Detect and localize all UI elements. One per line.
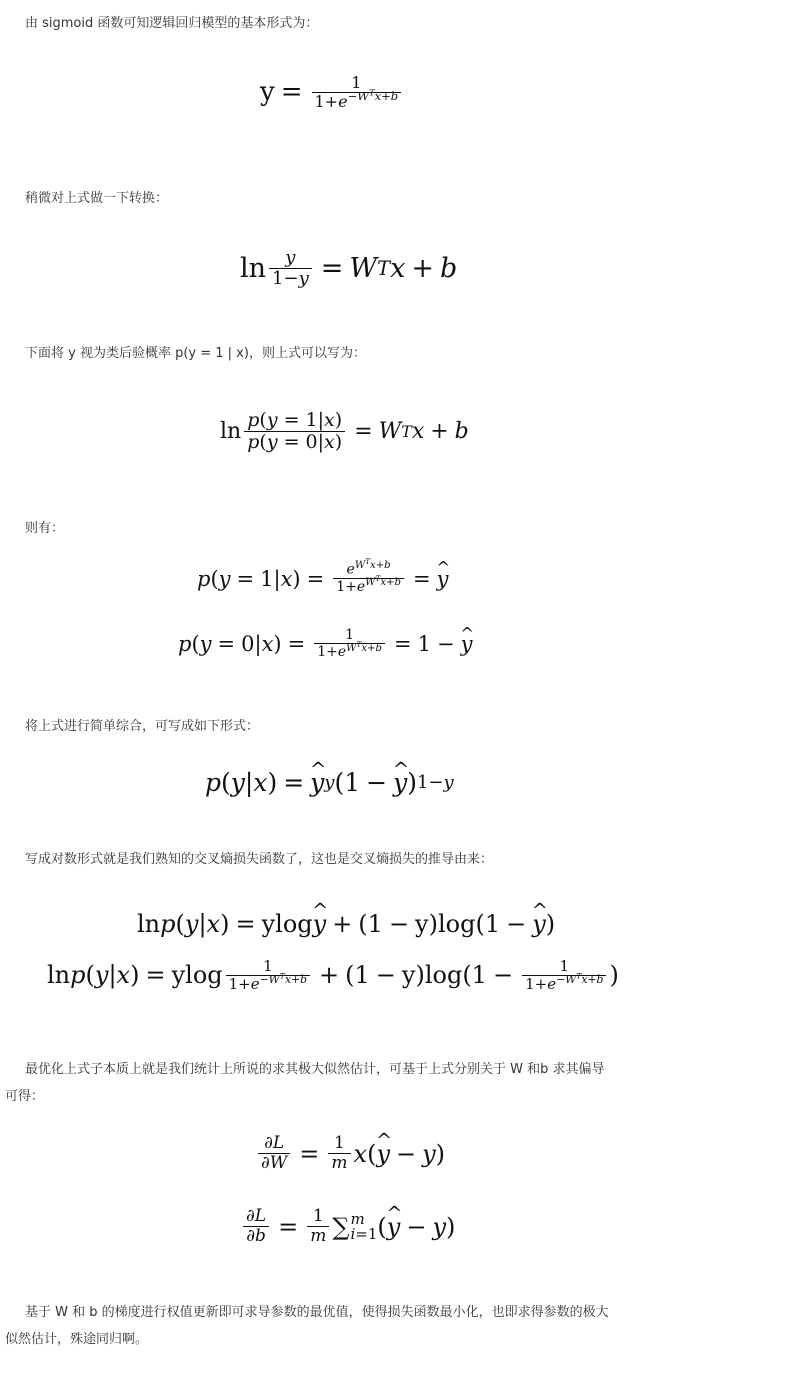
equation-combined: p ( y | x ) = y ^ y (1 − y ^ ) 1−y — [205, 768, 454, 797]
conclusion-text-line2: 似然估计，殊途同归啊。 — [5, 1332, 149, 1347]
log-form-text: 写成对数形式就是我们熟知的交叉熵损失函数了，这也是交叉熵损失的推导由来： — [25, 852, 494, 867]
equation-gradient-w: $\frac{\partial L}{\partial W}$ = $\frac{1}{m}$ x ( y ^ − y ) — [255, 1134, 445, 1173]
equation-p0: p ( y = 0| x ) = $\frac{1}{1+e^{W^Tx+b}}$ = 1 − y ^ — [178, 628, 472, 660]
equation-sigmoid: y = $\frac{1}{1+e^{-W^Tx+b}}$ — [260, 74, 404, 111]
mle-text-line1: 最优化上式子本质上就是我们统计上所说的求其极大似然估计，可基于上式分别关于 W 和b 求其偏导 — [25, 1062, 605, 1077]
equation-log-likelihood: ln p ( y | x ) = ylog y ^ + (1 − y)log(1 − y ^ ) — [137, 910, 555, 938]
mle-text-line2: 可得： — [5, 1089, 45, 1104]
then-text: 则有： — [25, 521, 65, 536]
intro-text: 由 sigmoid 函数可知逻辑回归模型的基本形式为： — [25, 16, 319, 31]
equation-log-odds: ln $\frac{p(y = 1|x)}{p(y = 0|x)}$ = W T x + b — [220, 409, 469, 453]
equation-gradient-b: $\frac{\partial L}{\partial b}$ = $\frac{1}{m}$ ∑ m i=1 ( y ^ − y ) — [240, 1207, 455, 1246]
equation-cross-entropy: ln p ( y | x ) = ylog $\frac{1}{1+e^{-W^Tx+b}}$ + (1 − y)log(1 − $\frac{1}{1+e^{-W^Tx+b}}$ ) — [47, 957, 619, 993]
combine-text: 将上式进行简单综合，可写成如下形式： — [25, 719, 260, 734]
posterior-text: 下面将 y 视为类后验概率 p(y = 1 | x)，则上式可以写为： — [25, 346, 366, 361]
conclusion-text-line1: 基于 W 和 b 的梯度进行权值更新即可求导参数的最优值，使得损失函数最小化，也即求得参数的极大 — [25, 1305, 609, 1320]
transform-text: 稍微对上式做一下转换： — [25, 191, 169, 206]
equation-p1: p ( y = 1| x ) = $\frac{e^{W^Tx+b}}{1+e^{W^Tx+b}}$ = y ^ — [197, 562, 448, 595]
equation-logit: ln $\frac{y}{1-y}$ = W T x + b — [240, 247, 458, 289]
